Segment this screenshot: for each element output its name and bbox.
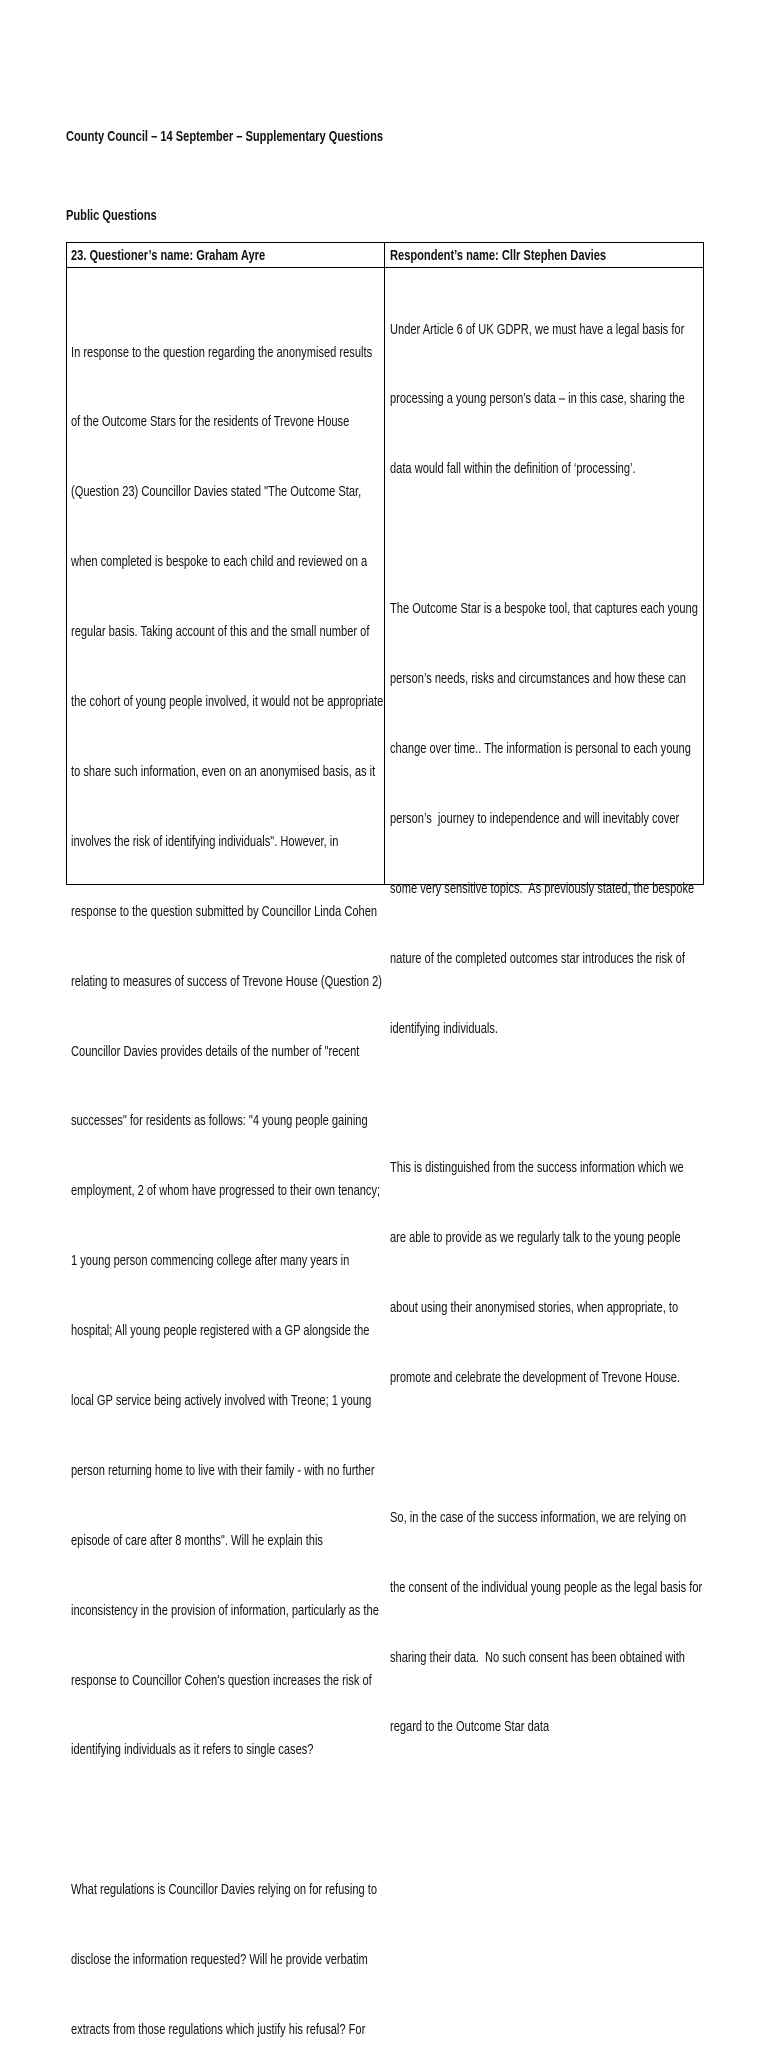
- question-response-table: [66, 242, 704, 2038]
- question-line: the cohort of young people involved, it would not be appropriate: [71, 693, 384, 711]
- question-line: employment, 2 of whom have progressed to their own tenancy;: [71, 1182, 381, 1200]
- question-line: relating to measures of success of Trevone House (Question 2): [71, 972, 382, 990]
- response-line: nature of the completed outcomes star introduces the risk of: [390, 949, 685, 967]
- question-line: hospital; All young people registered with a GP alongside the: [71, 1322, 370, 1340]
- question-line: response to the question submitted by Councillor Linda Cohen: [71, 902, 378, 920]
- question-line: disclose the information requested? Will he provide verbatim: [71, 1951, 368, 1969]
- questioner-header: 23. Questioner’s name: Graham Ayre: [71, 247, 266, 264]
- response-line: person’s journey to independence and will inevitably cover: [390, 809, 680, 827]
- response-line: some very sensitive topics. As previously stated, the bespoke: [390, 879, 695, 897]
- response-line: identifying individuals.: [390, 1019, 498, 1037]
- paragraph-gap: [390, 1086, 702, 1109]
- question-line: identifying individuals as it refers to single cases?: [71, 1741, 314, 1759]
- question-line: response to Councillor Cohen's question increases the risk of: [71, 1671, 372, 1689]
- question-line: What regulations is Councillor Davies relying on for refusing to: [71, 1881, 378, 1899]
- paragraph-gap: [390, 527, 702, 550]
- response-line: sharing their data. No such consent has been obtained with: [390, 1648, 685, 1666]
- response-line: person’s needs, risks and circumstances and how these can: [390, 670, 686, 688]
- respondent-header: Respondent’s name: Cllr Stephen Davies: [390, 247, 607, 264]
- document-title: County Council – 14 September – Supplementary Questions: [66, 128, 384, 145]
- question-line: episode of care after 8 months". Will he explain this: [71, 1531, 323, 1549]
- question-line: regular basis. Taking account of this and the small number of: [71, 623, 370, 641]
- response-line: change over time.. The information is personal to each young: [390, 739, 691, 757]
- question-line: extracts from those regulations which justify his refusal? For: [71, 2020, 366, 2038]
- question-line: (Question 23) Councillor Davies stated "The Outcome Star,: [71, 483, 362, 501]
- response-text: [390, 271, 702, 1785]
- response-line: are able to provide as we regularly talk to the young people: [390, 1229, 681, 1247]
- question-line: to share such information, even on an anonymised basis, as it: [71, 762, 376, 780]
- question-line: In response to the question regarding the anonymised results: [71, 343, 373, 361]
- response-line: The Outcome Star is a bespoke tool, that captures each young: [390, 600, 698, 618]
- section-heading: Public Questions: [66, 207, 157, 224]
- response-line: So, in the case of the success information, we are relying on: [390, 1508, 687, 1526]
- response-line: about using their anonymised stories, when appropriate, to: [390, 1299, 679, 1317]
- question-line: inconsistency in the provision of information, particularly as the: [71, 1601, 379, 1619]
- question-line: when completed is bespoke to each child and reviewed on a: [71, 553, 368, 571]
- paragraph-gap: [71, 1808, 383, 1831]
- column-divider: [384, 243, 385, 884]
- response-line: processing a young person’s data – in this case, sharing the: [390, 390, 685, 408]
- question-line: 1 young person commencing college after many years in: [71, 1252, 350, 1270]
- response-line: data would fall within the definition of ‘processing’.: [390, 460, 636, 478]
- question-line: involves the risk of identifying individuals". However, in: [71, 832, 339, 850]
- response-line: Under Article 6 of UK GDPR, we must have a legal basis for: [390, 320, 685, 338]
- question-text: [71, 294, 383, 2048]
- response-line: promote and celebrate the development of Trevone House.: [390, 1368, 681, 1386]
- question-line: successes" for residents as follows: "4 young people gaining: [71, 1112, 368, 1130]
- response-line: the consent of the individual young people as the legal basis for: [390, 1578, 703, 1596]
- question-line: of the Outcome Stars for the residents of Trevone House: [71, 413, 350, 431]
- question-line: person returning home to live with their family - with no further: [71, 1461, 375, 1479]
- header-row-divider: [67, 267, 703, 268]
- question-line: Councillor Davies provides details of the number of "recent: [71, 1042, 360, 1060]
- response-line: This is distinguished from the success information which we: [390, 1159, 684, 1177]
- paragraph-gap: [390, 1436, 702, 1459]
- response-line: regard to the Outcome Star data: [390, 1718, 550, 1736]
- question-line: local GP service being actively involved with Treone; 1 young: [71, 1391, 372, 1409]
